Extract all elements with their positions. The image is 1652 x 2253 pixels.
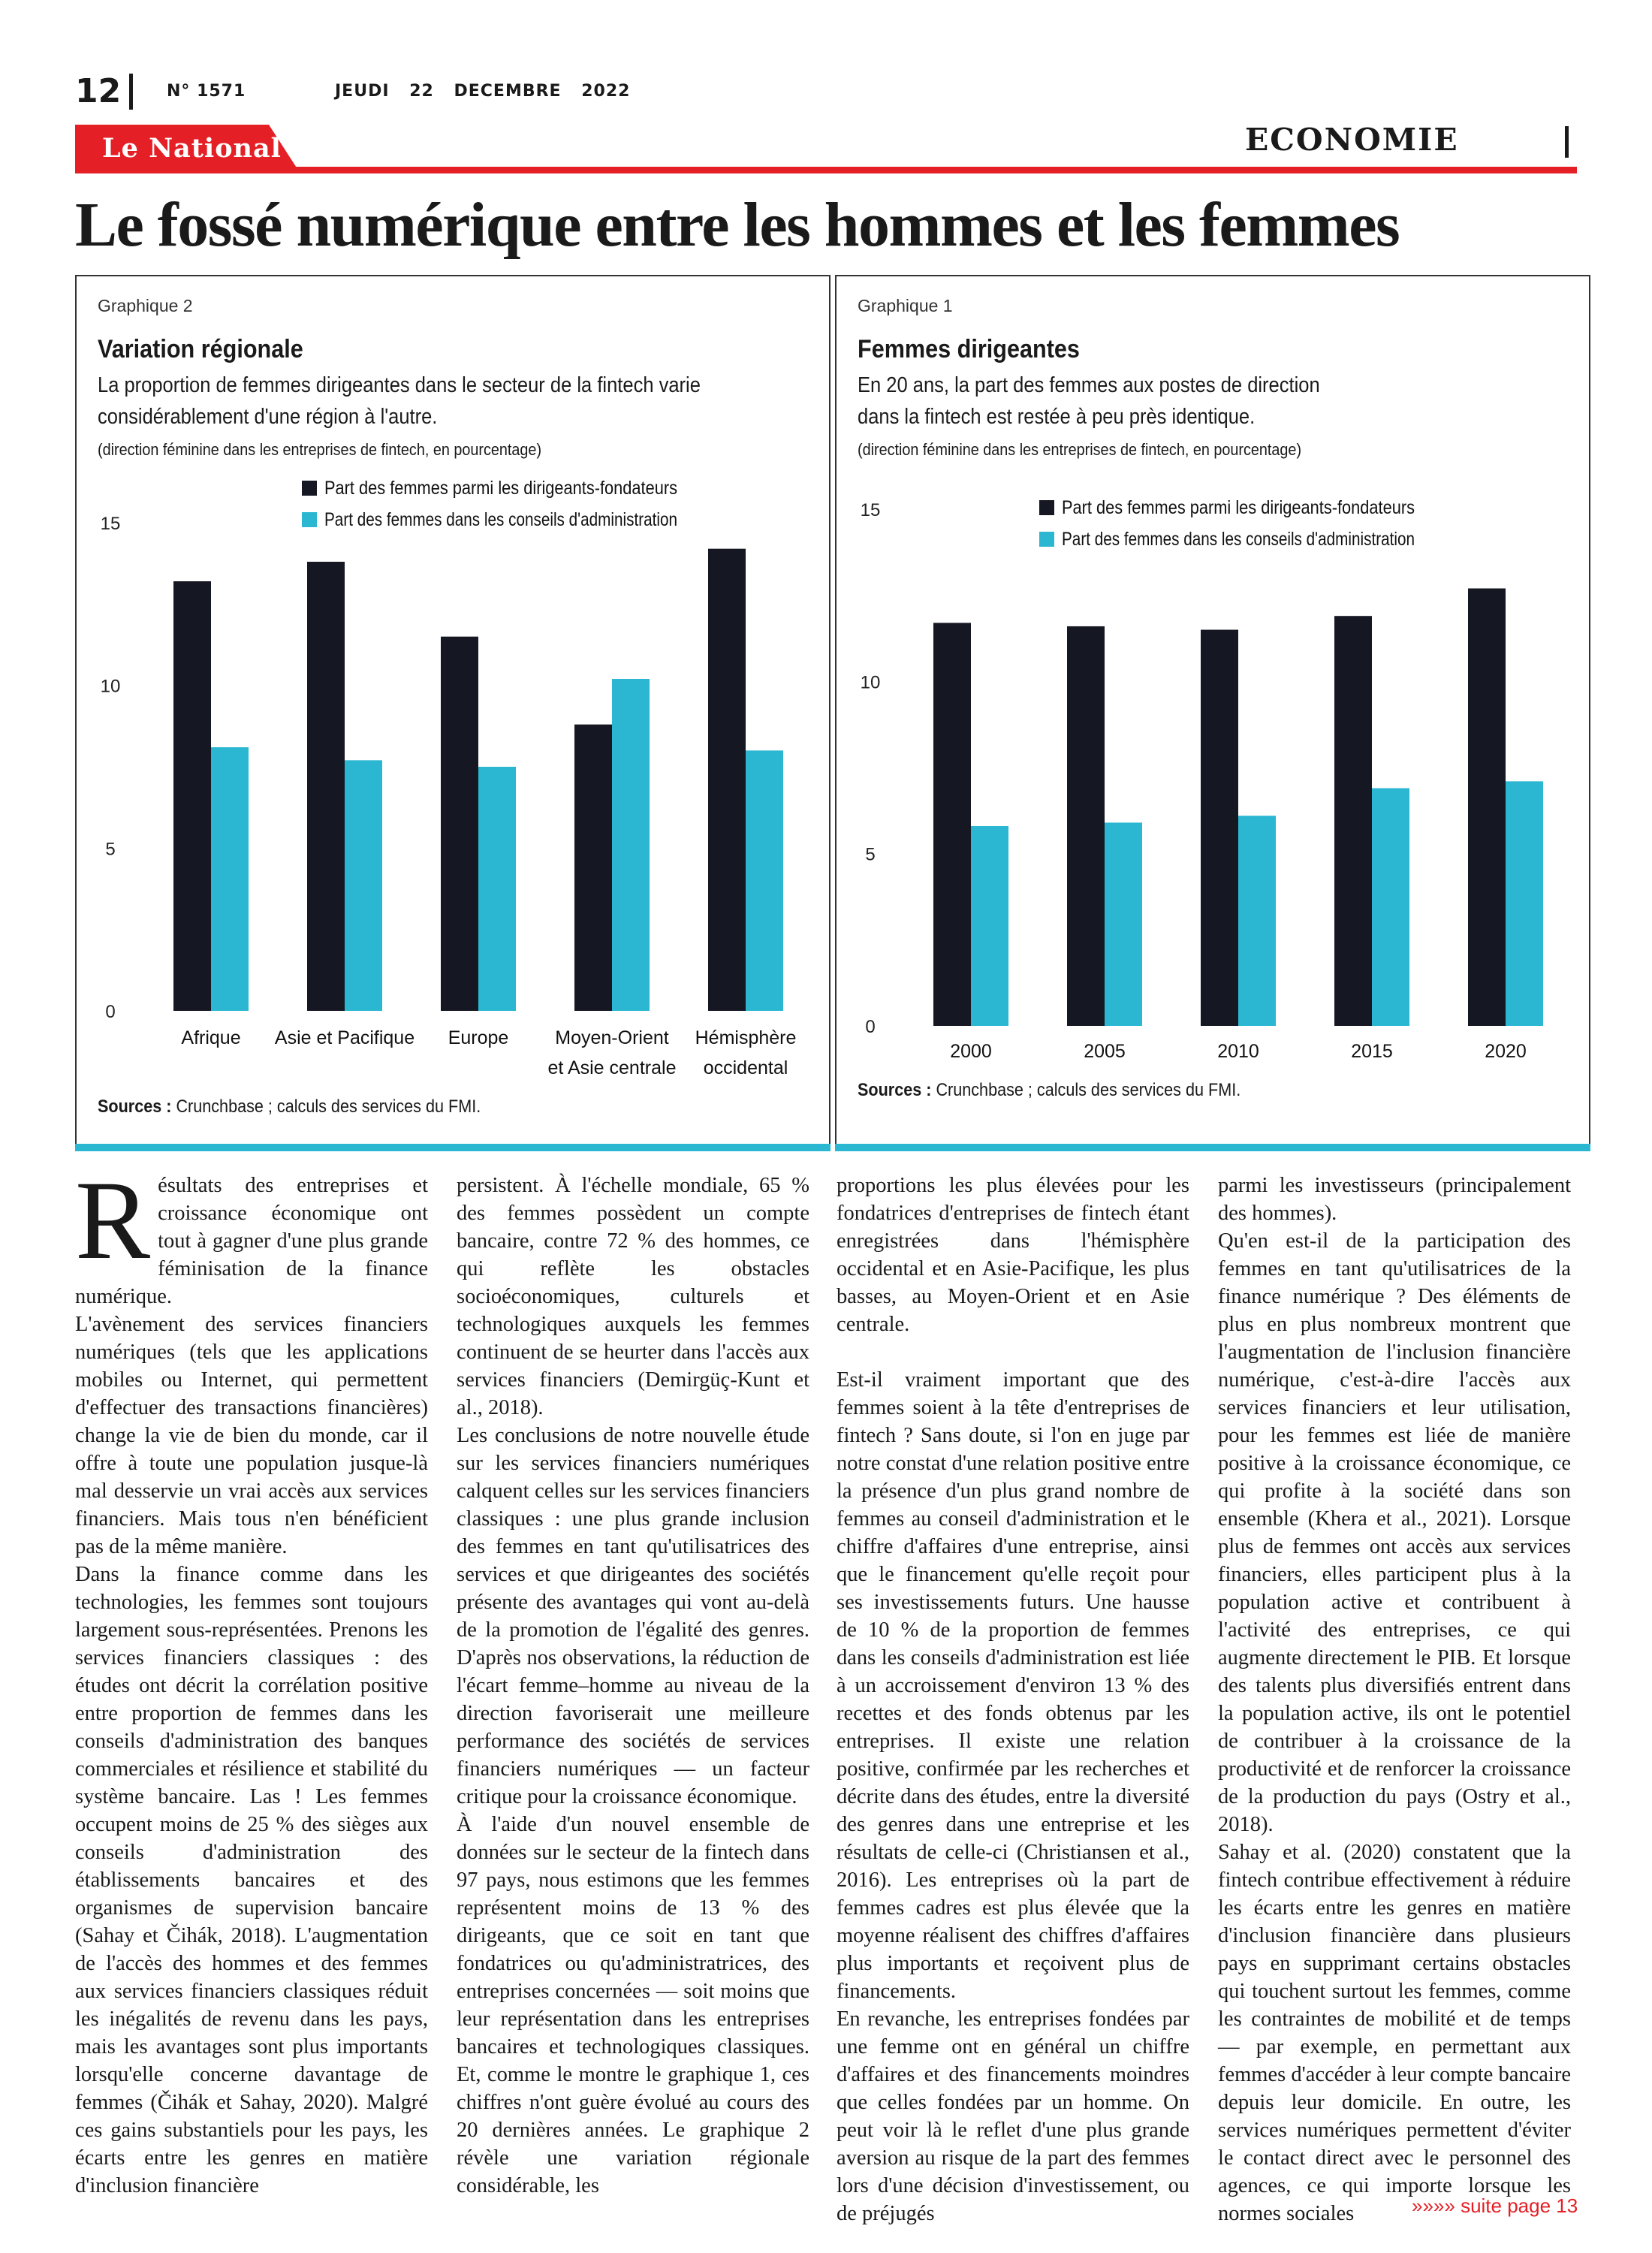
- chart-bottom-rule: [75, 1144, 831, 1151]
- chart-bottom-rule: [835, 1144, 1590, 1151]
- chart-title: Femmes dirigeantes: [858, 335, 1080, 363]
- x-category-label: 2000: [950, 1041, 992, 1062]
- legend-label: Part des femmes dans les conseils d'administration: [1062, 529, 1415, 550]
- bar-boards: [1238, 816, 1276, 1026]
- paragraph: Qu'en est-il de la participation des femmes en tant qu'utilisatrices de la finance numérique ? Des éléments de plus en plus nombreux montrent que l'augmentation de l'inclusion financière numérique, c'est-à-dire l'accès aux services financiers et leur utilisation, pour les femmes est liée de manière positive à la croissance économique, ce qui profite à la société dans son ensemble (Khera et al., 2021). Lorsque plus de femmes ont accès aux services financiers, elles participent plus à la population active et contribuent à l'activité des entreprises, ce qui augmente directement le PIB. Et lorsque des talents plus diversifiés entrent dans la population active, ils ont le potentiel de contribuer à la croissance de la productivité et de renforcer la croissance de la production du pays (Ostry et al., 2018).: [1218, 1229, 1571, 1836]
- bar-boards: [612, 679, 650, 1011]
- x-category-label: occidental: [703, 1057, 788, 1078]
- bar-founders: [307, 562, 345, 1011]
- chart-source: [98, 1096, 481, 1117]
- y-tick-label: 0: [865, 1017, 876, 1037]
- drop-cap: R: [75, 1158, 151, 1283]
- chart-source-label: Sources :: [98, 1096, 172, 1117]
- chart-source: [858, 1080, 1241, 1101]
- bar-boards: [1506, 781, 1543, 1026]
- chart-source-label: Sources :: [858, 1080, 932, 1100]
- chart-source-text: Crunchbase ; calculs des services du FMI.: [171, 1096, 481, 1117]
- page-number: 12: [75, 72, 122, 110]
- y-tick-label: 0: [105, 1002, 116, 1022]
- article-column-2: [457, 1172, 809, 2200]
- x-category-label: et Asie centrale: [547, 1057, 677, 1078]
- paragraph: Dans la finance comme dans les technologies, les femmes sont toujours largement sous-représentées. Prenons les services financiers classiques : des études ont décrit la corrélation positive entre proportion de femmes dans les conseils d'administration des banques commerciales et résilience et stabilité du système bancaire. Las ! Les femmes occupent moins de 25 % des sièges aux conseils d'administration des établissements bancaires et des organismes de supervision bancaire (Sahay et Čihák, 2018). L'augmentation de l'accès des hommes et des femmes aux services financiers classiques réduit les inégalités de revenu dans les pays, mais les avantages sont plus importants lorsqu'elle concerne davantage de femmes (Čihák et Sahay, 2020). Malgré ces gains substantiels pour les pays, les écarts entre les genres en matière d'inclusion financière: [75, 1563, 428, 2197]
- brand-logo: Le National: [102, 133, 282, 164]
- paragraph: L'avènement des services financiers numériques (tels que les applications mobiles ou Internet, qui permettent d'effectuer des transactions financières) change la vie de bien du monde, car il offre à toute une population jusque-là mal desservie un vrai accès aux services financiers. Mais tous n'en bénéficient pas de la même manière.: [75, 1313, 428, 1558]
- bar-boards: [746, 750, 783, 1011]
- issue-month: DECEMBRE: [454, 82, 562, 101]
- x-category-label: 2010: [1217, 1041, 1259, 1062]
- continued-on-page-link[interactable]: »»»» suite page 13: [1412, 2194, 1578, 2217]
- paragraph: parmi les investisseurs (principalement des hommes).: [1218, 1174, 1571, 1225]
- bar-boards: [345, 760, 382, 1011]
- bar-chart-plot: [837, 276, 1589, 1150]
- article-column-3: [837, 1172, 1189, 2227]
- legend-label: Part des femmes parmi les dirigeants-fondateurs: [1062, 497, 1415, 518]
- y-tick-label: 10: [860, 672, 881, 693]
- bar-founders: [574, 725, 612, 1011]
- legend-swatch: [1039, 532, 1054, 547]
- bar-founders: [1201, 630, 1238, 1026]
- y-tick-label: 15: [100, 514, 121, 534]
- bar-boards: [211, 747, 249, 1011]
- section-title: ECONOMIE: [1245, 122, 1459, 158]
- paragraph: Est-il vraiment important que des femmes soient à la tête d'entreprises de fintech ? Sans doute, si l'on en juge par notre constat d'une relation positive entre la présence d'un plus grand nombre de femmes au conseil d'administration et le chiffre d'affaires d'une entreprise, ainsi que le financement qu'elle reçoit pour ses investissements futurs. Une hausse de 10 % de la proportion de femmes dans les conseils d'administration est liée à un accroissement d'environ 13 % des recettes et des fonds obtenus par les entreprises. Il existe une relation positive, confirmée par les recherches et décrite dans des études, entre la diversité des genres dans une entreprise et les résultats de celle-ci (Christiansen et al., 2016). Les entreprises où la part de femmes cadres est plus élevée que la moyenne réalisent des chiffres d'affaires plus importants et reçoivent plus de financements.: [837, 1368, 1189, 2003]
- paragraph: Sahay et al. (2020) constatent que la fintech contribue effectivement à réduire les écarts entre les genres en matière d'inclusion financière dans plusieurs pays en supprimant certains obstacles qui touchent surtout les femmes, comme les contraintes de mobilité et de temps — par exemple, en permettant aux femmes d'accéder à leur compte bancaire depuis leur domicile. En outre, les services numériques permettent d'éviter le contact direct avec le personnel des agences, ce qui importe lorsque les normes sociales: [1218, 1841, 1571, 2225]
- bar-founders: [933, 623, 971, 1026]
- bar-founders: [173, 581, 211, 1011]
- bar-founders: [708, 549, 746, 1011]
- y-tick-label: 5: [105, 839, 116, 860]
- y-tick-label: 15: [860, 500, 881, 520]
- article-column-4: [1218, 1172, 1571, 2227]
- paragraph: En revanche, les entreprises fondées par une femme ont en général un chiffre d'affaires et des financements moindres que celles fondées par un homme. On peut voir là le reflet d'une plus grande aversion au risque de la part des femmes lors d'une décision d'investissement, ou de préjugés: [837, 2007, 1189, 2225]
- x-category-label: 2015: [1351, 1041, 1393, 1062]
- chart-subtitle: En 20 ans, la part des femmes aux postes de direction dans la fintech est restée à peu près identique.: [858, 373, 1320, 429]
- paragraph: À l'aide d'un nouvel ensemble de données sur le secteur de la fintech dans 97 pays, nous estimons que les femmes représentent moins de 13 % des dirigeants, que ce soit en tant que fondatrices ou qu'administratrices, des entreprises concernées — soit moins que leur représentation dans les entreprises bancaires et technologiques classiques. Et, comme le montre le graphique 1, ces chiffres n'ont guère évolué au cours des 20 dernières années. Le graphique 2 révèle une variation régionale considérable, les: [457, 1813, 809, 2197]
- red-banner-strip: [75, 167, 1577, 173]
- issue-date: 22: [409, 82, 434, 101]
- masthead: [75, 69, 1577, 114]
- x-category-label: Hémisphère: [695, 1027, 797, 1048]
- x-category-label: 2020: [1485, 1041, 1527, 1062]
- bar-founders: [1067, 626, 1105, 1026]
- bar-boards: [971, 826, 1008, 1026]
- chart-title: Variation régionale: [98, 335, 303, 363]
- bar-boards: [1105, 822, 1142, 1026]
- chart-subtitle: La proportion de femmes dirigeantes dans le secteur de la fintech varie considérablement d'une région à l'autre.: [98, 373, 701, 429]
- bar-founders: [1468, 588, 1506, 1026]
- page-number-divider: [129, 74, 133, 110]
- paragraph: Les conclusions de notre nouvelle étude sur les services financiers numériques calquent celles sur les services financiers classiques : une plus grande inclusion des femmes en tant qu'utilisatrices des services et que dirigeantes des sociétés présente des avantages qui vont au-delà de la promotion de l'égalité des genres. D'après nos observations, la réduction de l'écart femme–homme au niveau de la direction favoriserait une meilleure performance des sociétés de services financiers numériques — un facteur critique pour la croissance économique.: [457, 1424, 809, 1808]
- chart-label: Graphique 1: [858, 296, 953, 315]
- issue-day: JEUDI: [334, 82, 390, 101]
- legend-swatch: [1039, 500, 1054, 515]
- article-headline: Le fossé numérique entre les hommes et les femmes: [75, 190, 1400, 260]
- legend-label: Part des femmes dans les conseils d'administration: [324, 509, 677, 530]
- chart-regional-variation: [75, 275, 831, 1151]
- chart-note: (direction féminine dans les entreprises de fintech, en pourcentage): [858, 440, 1302, 459]
- legend-swatch: [302, 512, 317, 527]
- chart-source-text: Crunchbase ; calculs des services du FMI.: [931, 1080, 1241, 1100]
- paragraph: persistent. À l'échelle mondiale, 65 % des femmes possèdent un compte bancaire, contre 72 % des hommes, ce qui reflète les obstacles socioéconomiques, culturels et technologiques auxquels les femmes continuent de se heurter dans l'accès aux services financiers (Demirgüç-Kunt et al., 2018).: [457, 1174, 809, 1419]
- bar-founders: [1334, 616, 1372, 1026]
- bar-founders: [441, 637, 478, 1011]
- x-category-label: Europe: [448, 1027, 509, 1048]
- bar-boards: [1372, 789, 1409, 1026]
- y-tick-label: 10: [100, 676, 121, 697]
- x-category-label: Moyen-Orient: [555, 1027, 669, 1048]
- issue-year: 2022: [581, 82, 631, 101]
- chart-label: Graphique 2: [98, 296, 193, 315]
- legend-label: Part des femmes parmi les dirigeants-fondateurs: [324, 478, 677, 499]
- paragraph: ésultats des entreprises et croissance économique ont tout à gagner d'une plus grande féminisation de la finance numérique.: [75, 1174, 428, 1308]
- bar-chart-plot: [77, 276, 829, 1150]
- issue-number: N° 1571: [167, 82, 246, 101]
- legend-swatch: [302, 481, 317, 496]
- bar-boards: [478, 767, 516, 1011]
- x-category-label: Asie et Pacifique: [274, 1027, 415, 1048]
- y-tick-label: 5: [865, 844, 876, 865]
- chart-note: (direction féminine dans les entreprises de fintech, en pourcentage): [98, 440, 542, 459]
- x-category-label: 2005: [1084, 1041, 1126, 1062]
- chart-women-leaders: [835, 275, 1590, 1151]
- issue-line: [167, 69, 644, 114]
- paragraph: proportions les plus élevées pour les fondatrices d'entreprises de fintech étant enregistrées dans l'hémisphère occidental et en Asie-Pacifique, les plus basses, au Moyen-Orient et en Asie centrale.: [837, 1174, 1189, 1336]
- x-category-label: Afrique: [181, 1027, 241, 1048]
- article-column-1: [75, 1158, 428, 2200]
- section-divider: [1565, 126, 1569, 158]
